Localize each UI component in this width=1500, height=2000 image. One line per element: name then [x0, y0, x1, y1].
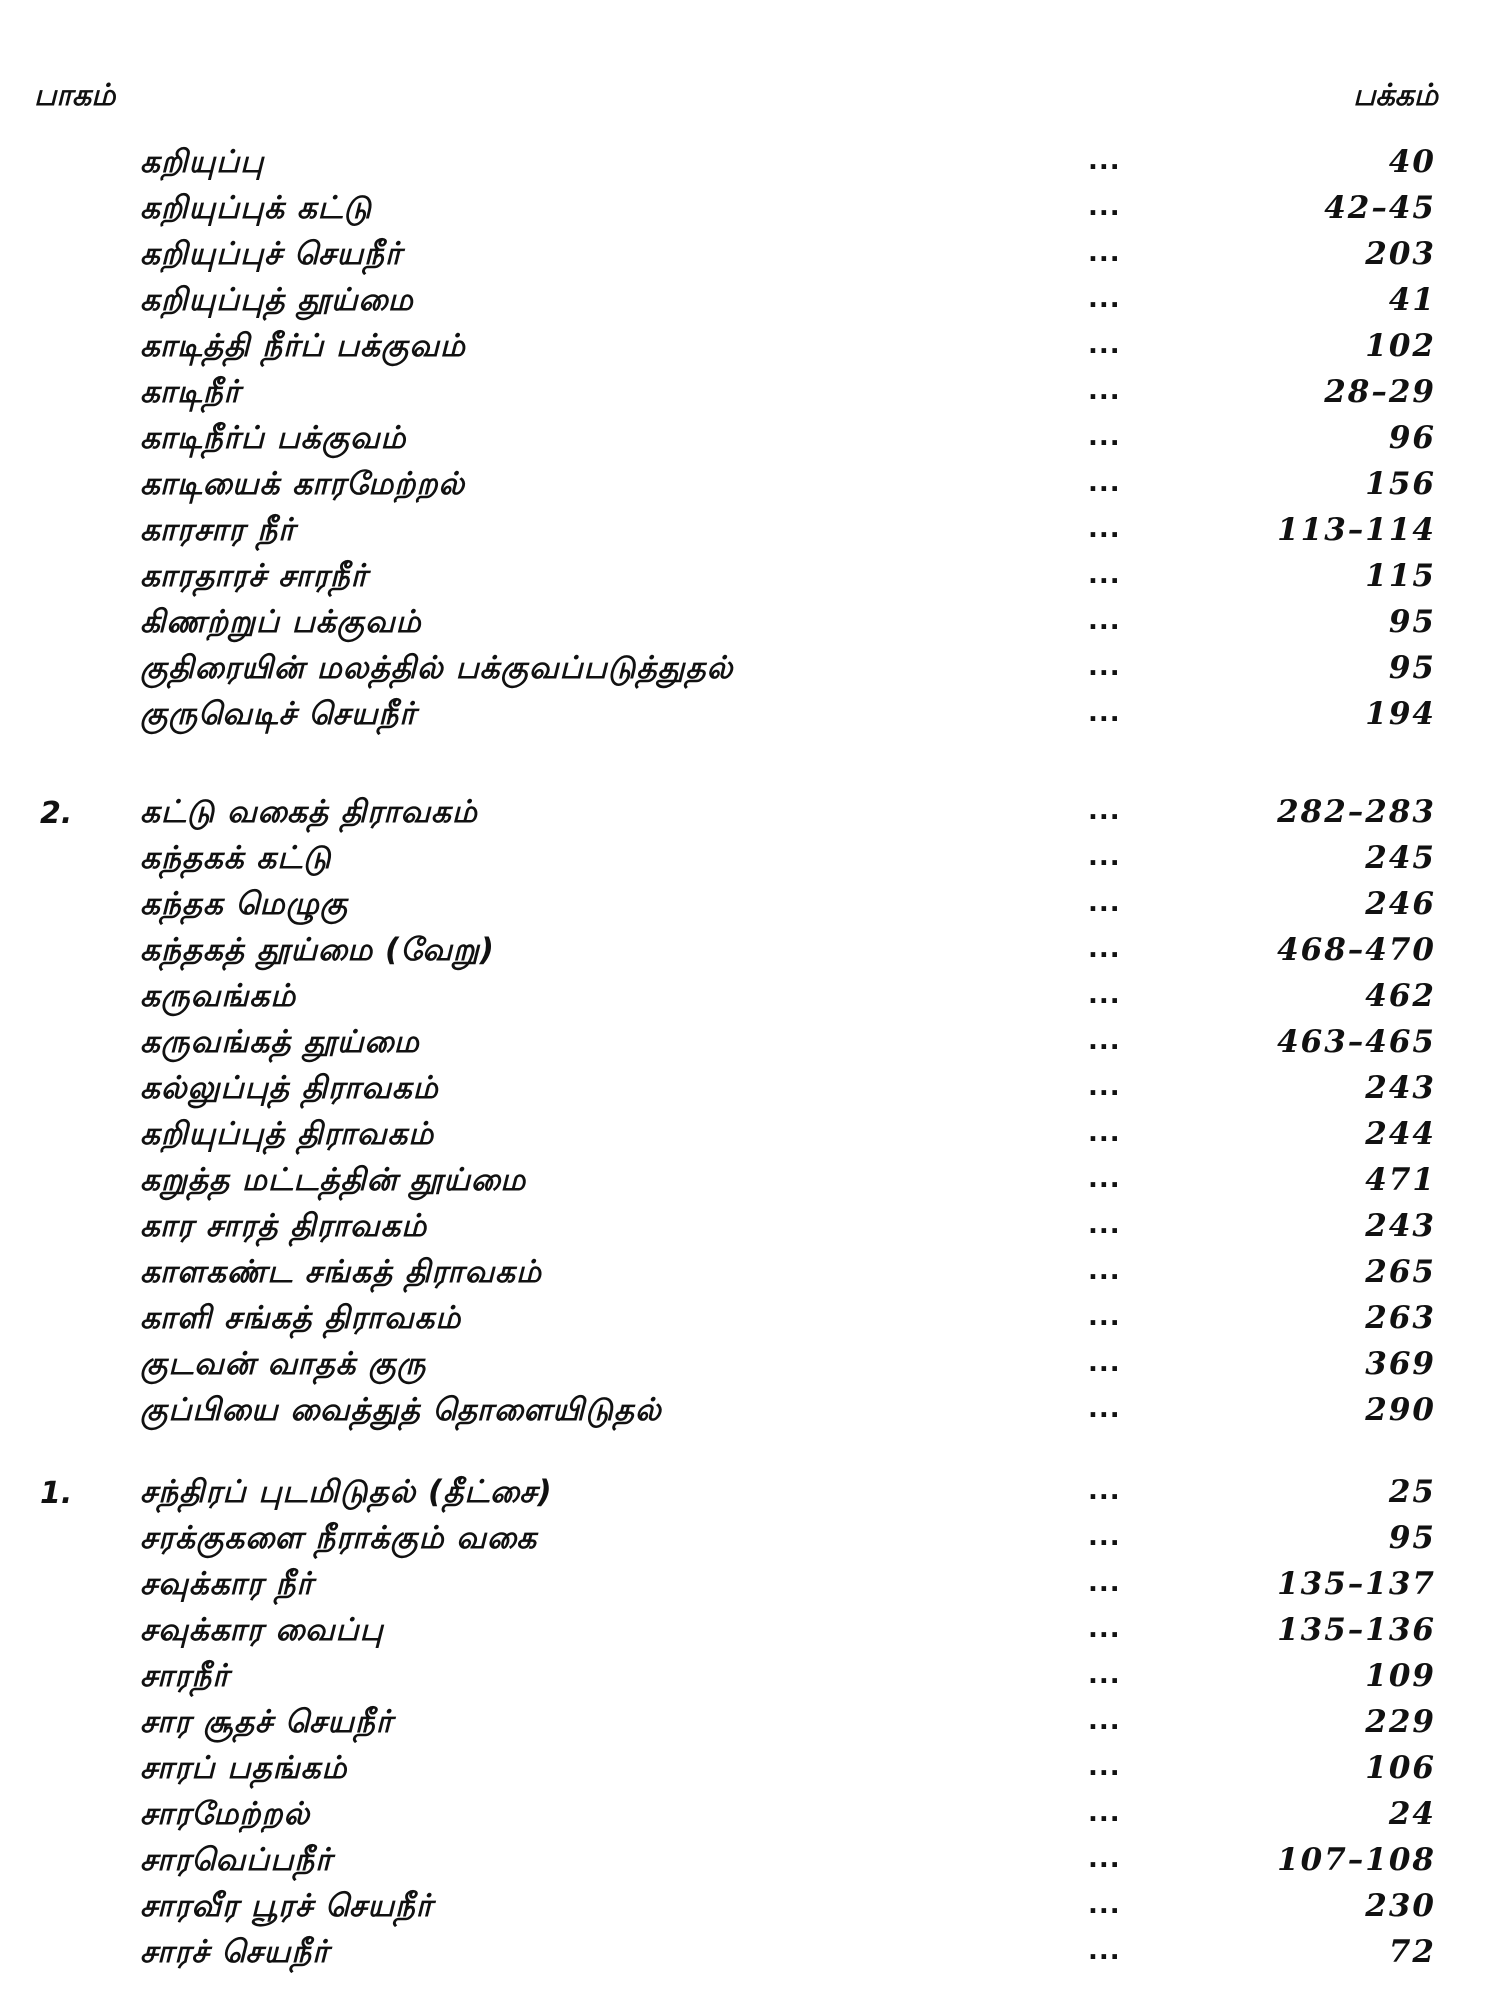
- entry-leader-dots: ...: [1088, 1660, 1121, 1690]
- index-entry-row: [0, 188, 1500, 234]
- entry-leader-dots: ...: [1088, 1210, 1121, 1240]
- entry-page-number: 471: [1365, 1162, 1436, 1198]
- entry-page-number: 244: [1365, 1116, 1436, 1152]
- entry-leader-dots: ...: [1088, 652, 1121, 682]
- index-entry-row: [0, 1252, 1500, 1298]
- index-entry-row: [0, 1022, 1500, 1068]
- index-entry-row: [0, 1794, 1500, 1840]
- entry-page-number: 72: [1388, 1934, 1436, 1970]
- index-entry-row: [0, 1748, 1500, 1794]
- entry-title: சாரவீர பூரச் செயநீர்: [140, 1888, 433, 1924]
- entry-page-number: 95: [1388, 604, 1436, 640]
- index-entry-row: [0, 1472, 1500, 1518]
- index-entry-row: [0, 234, 1500, 280]
- entry-leader-dots: ...: [1088, 1706, 1121, 1736]
- entry-leader-dots: ...: [1088, 842, 1121, 872]
- entry-leader-dots: ...: [1088, 698, 1121, 728]
- index-entry-row: [0, 142, 1500, 188]
- index-entry-row: [0, 326, 1500, 372]
- section-number: 1.: [40, 1476, 73, 1511]
- entry-title: கட்டு வகைத் திராவகம்: [140, 794, 478, 830]
- entry-title: காடியைக் காரமேற்றல்: [140, 466, 466, 502]
- entry-title: கந்தகத் தூய்மை (வேறு): [140, 932, 495, 968]
- index-entry-row: [0, 510, 1500, 556]
- entry-title: காடித்தி நீர்ப் பக்குவம்: [140, 328, 466, 364]
- entry-page-number: 135–136: [1277, 1612, 1436, 1648]
- entry-page-number: 135–137: [1277, 1566, 1436, 1602]
- entry-title: கருவங்கத் தூய்மை: [140, 1024, 420, 1060]
- index-entry-row: [0, 556, 1500, 602]
- index-entry-row: [0, 838, 1500, 884]
- entry-leader-dots: ...: [1088, 146, 1121, 176]
- index-section-1: [0, 142, 1500, 740]
- entry-page-number: 194: [1365, 696, 1436, 732]
- entry-page-number: 245: [1365, 840, 1436, 876]
- entry-page-number: 282–283: [1277, 794, 1436, 830]
- entry-leader-dots: ...: [1088, 796, 1121, 826]
- entry-title: சாரச் செயநீர்: [140, 1934, 330, 1970]
- entry-leader-dots: ...: [1088, 1752, 1121, 1782]
- page-column-heading: பக்கம்: [1353, 78, 1438, 113]
- entry-page-number: 265: [1365, 1254, 1436, 1290]
- entry-title: சந்திரப் புடமிடுதல் (தீட்சை): [140, 1474, 553, 1510]
- index-entry-row: [0, 930, 1500, 976]
- entry-title: காரசார நீர்: [140, 512, 296, 548]
- entry-page-number: 42–45: [1324, 190, 1436, 226]
- index-entry-row: [0, 464, 1500, 510]
- entry-leader-dots: ...: [1088, 1072, 1121, 1102]
- entry-title: காளி சங்கத் திராவகம்: [140, 1300, 462, 1336]
- entry-leader-dots: ...: [1088, 1302, 1121, 1332]
- entry-title: கறியுப்புச் செயநீர்: [140, 236, 403, 272]
- entry-leader-dots: ...: [1088, 284, 1121, 314]
- entry-page-number: 107–108: [1277, 1842, 1436, 1878]
- entry-leader-dots: ...: [1088, 1118, 1121, 1148]
- index-entry-row: [0, 648, 1500, 694]
- index-entry-row: [0, 792, 1500, 838]
- section-column-heading: பாகம்: [34, 78, 116, 113]
- entry-title: சவுக்கார நீர்: [140, 1566, 314, 1602]
- entry-leader-dots: ...: [1088, 560, 1121, 590]
- entry-title: சாரப் பதங்கம்: [140, 1750, 348, 1786]
- entry-page-number: 41: [1388, 282, 1436, 318]
- entry-title: சவுக்கார வைப்பு: [140, 1612, 384, 1648]
- index-section-3: [0, 1472, 1500, 1978]
- entry-title: குடவன் வாதக் குரு: [140, 1346, 427, 1382]
- entry-leader-dots: ...: [1088, 422, 1121, 452]
- entry-title: காடிநீர்ப் பக்குவம்: [140, 420, 407, 456]
- index-header: [0, 78, 1500, 128]
- entry-leader-dots: ...: [1088, 238, 1121, 268]
- entry-title: கறுத்த மட்டத்தின் தூய்மை: [140, 1162, 527, 1198]
- index-entry-row: [0, 1564, 1500, 1610]
- entry-title: குதிரையின் மலத்தில் பக்குவப்படுத்துதல்: [140, 650, 734, 686]
- entry-page-number: 243: [1365, 1208, 1436, 1244]
- index-entry-row: [0, 418, 1500, 464]
- entry-page-number: 468–470: [1277, 932, 1436, 968]
- entry-title: குப்பியை வைத்துத் தொளையிடுதல்: [140, 1392, 662, 1428]
- entry-page-number: 229: [1365, 1704, 1436, 1740]
- entry-leader-dots: ...: [1088, 1522, 1121, 1552]
- entry-page-number: 290: [1365, 1392, 1436, 1428]
- entry-page-number: 24: [1388, 1796, 1436, 1832]
- entry-leader-dots: ...: [1088, 888, 1121, 918]
- entry-leader-dots: ...: [1088, 1936, 1121, 1966]
- entry-page-number: 102: [1365, 328, 1436, 364]
- index-section-2: [0, 792, 1500, 1436]
- entry-leader-dots: ...: [1088, 1394, 1121, 1424]
- entry-leader-dots: ...: [1088, 1256, 1121, 1286]
- index-entry-row: [0, 1344, 1500, 1390]
- entry-leader-dots: ...: [1088, 1798, 1121, 1828]
- entry-title: கறியுப்புக் கட்டு: [140, 190, 373, 226]
- entry-page-number: 203: [1365, 236, 1436, 272]
- entry-page-number: 95: [1388, 650, 1436, 686]
- entry-title: சார சூதச் செயநீர்: [140, 1704, 393, 1740]
- entry-page-number: 243: [1365, 1070, 1436, 1106]
- entry-title: கந்தக மெழுகு: [140, 886, 349, 922]
- entry-title: சாரமேற்றல்: [140, 1796, 311, 1832]
- entry-page-number: 25: [1388, 1474, 1436, 1510]
- index-entry-row: [0, 1656, 1500, 1702]
- index-entry-row: [0, 1886, 1500, 1932]
- entry-page-number: 40: [1388, 144, 1436, 180]
- index-entry-row: [0, 694, 1500, 740]
- entry-title: குருவெடிச் செயநீர்: [140, 696, 417, 732]
- entry-leader-dots: ...: [1088, 934, 1121, 964]
- entry-title: காரதாரச் சாரநீர்: [140, 558, 368, 594]
- index-entry-row: [0, 1702, 1500, 1748]
- index-entry-row: [0, 976, 1500, 1022]
- entry-title: கல்லுப்புத் திராவகம்: [140, 1070, 439, 1106]
- entry-title: கறியுப்புத் திராவகம்: [140, 1116, 435, 1152]
- entry-page-number: 246: [1365, 886, 1436, 922]
- index-entry-row: [0, 1390, 1500, 1436]
- entry-page-number: 109: [1365, 1658, 1436, 1694]
- entry-leader-dots: ...: [1088, 468, 1121, 498]
- entry-title: காடிநீர்: [140, 374, 241, 410]
- entry-leader-dots: ...: [1088, 1890, 1121, 1920]
- entry-page-number: 115: [1365, 558, 1436, 594]
- entry-leader-dots: ...: [1088, 1844, 1121, 1874]
- entry-title: சாரவெப்பநீர்: [140, 1842, 333, 1878]
- index-entry-row: [0, 1160, 1500, 1206]
- entry-page-number: 156: [1365, 466, 1436, 502]
- entry-page-number: 28–29: [1324, 374, 1436, 410]
- entry-title: கருவங்கம்: [140, 978, 297, 1014]
- entry-leader-dots: ...: [1088, 330, 1121, 360]
- entry-leader-dots: ...: [1088, 1164, 1121, 1194]
- entry-page-number: 263: [1365, 1300, 1436, 1336]
- index-entry-row: [0, 1840, 1500, 1886]
- entry-leader-dots: ...: [1088, 606, 1121, 636]
- index-entry-row: [0, 1610, 1500, 1656]
- entry-page-number: 463–465: [1277, 1024, 1436, 1060]
- entry-title: கந்தகக் கட்டு: [140, 840, 332, 876]
- entry-leader-dots: ...: [1088, 1476, 1121, 1506]
- entry-leader-dots: ...: [1088, 980, 1121, 1010]
- entry-leader-dots: ...: [1088, 1568, 1121, 1598]
- index-entry-row: [0, 884, 1500, 930]
- entry-page-number: 230: [1365, 1888, 1436, 1924]
- index-entry-row: [0, 602, 1500, 648]
- index-entry-row: [0, 1068, 1500, 1114]
- entry-leader-dots: ...: [1088, 192, 1121, 222]
- section-number: 2.: [40, 796, 73, 831]
- entry-page-number: 96: [1388, 420, 1436, 456]
- entry-title: கார சாரத் திராவகம்: [140, 1208, 428, 1244]
- index-entry-row: [0, 1114, 1500, 1160]
- entry-title: காளகண்ட சங்கத் திராவகம்: [140, 1254, 542, 1290]
- entry-title: சாரநீர்: [140, 1658, 230, 1694]
- entry-leader-dots: ...: [1088, 376, 1121, 406]
- entry-page-number: 113–114: [1277, 512, 1436, 548]
- entry-leader-dots: ...: [1088, 1348, 1121, 1378]
- index-entry-row: [0, 1206, 1500, 1252]
- entry-leader-dots: ...: [1088, 514, 1121, 544]
- entry-page-number: 462: [1365, 978, 1436, 1014]
- entry-title: கறியுப்புத் தூய்மை: [140, 282, 414, 318]
- entry-page-number: 95: [1388, 1520, 1436, 1556]
- entry-title: சரக்குகளை நீராக்கும் வகை: [140, 1520, 538, 1556]
- entry-page-number: 106: [1365, 1750, 1436, 1786]
- index-entry-row: [0, 1298, 1500, 1344]
- entry-leader-dots: ...: [1088, 1614, 1121, 1644]
- index-entry-row: [0, 280, 1500, 326]
- entry-title: கிணற்றுப் பக்குவம்: [140, 604, 422, 640]
- index-entry-row: [0, 1932, 1500, 1978]
- entry-page-number: 369: [1365, 1346, 1436, 1382]
- index-entry-row: [0, 1518, 1500, 1564]
- entry-title: கறியுப்பு: [140, 144, 265, 180]
- entry-leader-dots: ...: [1088, 1026, 1121, 1056]
- index-entry-row: [0, 372, 1500, 418]
